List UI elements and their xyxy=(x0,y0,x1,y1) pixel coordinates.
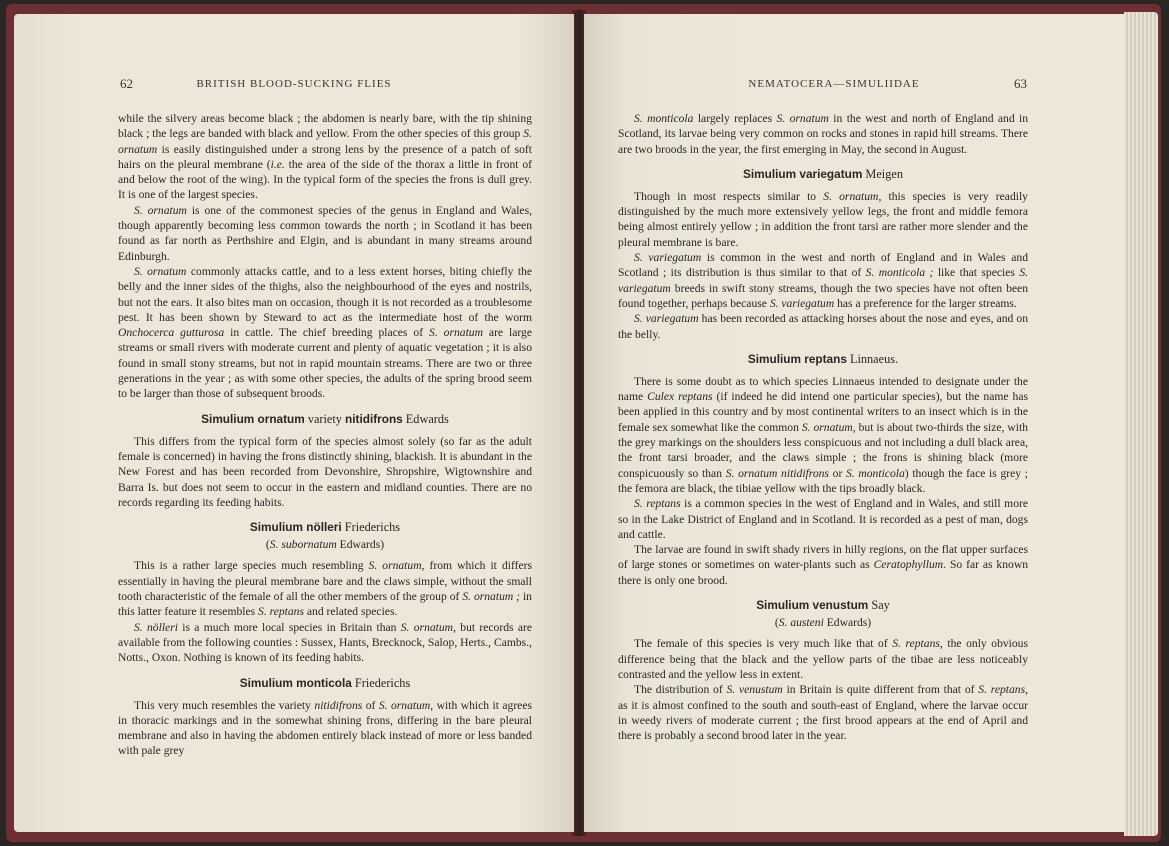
section-heading-ornatum-nitidifrons: Simulium ornatum variety nitidifrons Edwards xyxy=(201,411,449,426)
left-text-block xyxy=(118,111,532,759)
section-heading-reptans: Simulium reptans Linnaeus. xyxy=(747,351,899,366)
paragraph: The larvae are found in swift shady rivers in hilly regions, on the flat upper surfaces of large stones or sometimes on water-plants such as Ceratophyllum. So far as known there is only one brood. xyxy=(618,543,1028,587)
right-page xyxy=(584,14,1124,832)
paragraph: S. ornatum commonly attacks cattle, and to a less extent horses, biting chiefly the belly and the inner sides of the thighs, also the neighbourhood of the eyes and nostrils, but not the ears. It also bites man on occasion, though it is not recorded as a troublesome pest. It has been shown by Steward to act as the intermediate host of the worm Onchocerca gutturosa in cattle. The chief breeding places of S. ornatum are large streams or small rivers with moderate current and plenty of aquatic vegetation ; it is also found in small stony streams, but not in rapid mountain streams. There are two or three generations in the year ; as with some other species, the adults of the spring brood seem to be larger than those of subsequent broods. xyxy=(118,264,532,401)
section-heading-venustum: Simulium venustum Say xyxy=(756,598,890,613)
paragraph: S. variegatum is common in the west and north of England and in Wales and Scotland ; its distribution is thus similar to that of S. monticola ; like that species S. variegatum breeds in swift stony streams, though the two species have not often been found together, perhaps because S. variegatum has a preference for the larger streams. xyxy=(618,251,1029,310)
section-heading-monticola: Simulium monticola Friederichs xyxy=(239,675,411,690)
page-number-left: 62 xyxy=(120,76,133,91)
paragraph: This very much resembles the variety nitidifrons of S. ornatum, with which it agrees in thoracic markings and in the somewhat shining frons, differing in the bare pleural membrane and also in having the abdomen entirely black instead of more or less banded with pale grey xyxy=(118,698,532,758)
paragraph: The distribution of S. venustum in Britain is quite different from that of S. reptans, as it is almost confined to the south and south-east of England, where the larvae occur in weedy rivers of moderate current ; the first brood appears at the end of April and there is probably a second brood later in the year. xyxy=(618,683,1029,743)
synonym-line: (S. austeni Edwards) xyxy=(774,616,872,630)
section-heading-nolleri: Simulium nölleri Friederichs xyxy=(249,520,401,535)
running-head-left: BRITISH BLOOD-SUCKING FLIES xyxy=(196,78,392,90)
synonym-line: (S. subornatum Edwards) xyxy=(265,538,385,552)
paragraph: S. nölleri is a much more local species in Britain than S. ornatum, but records are available from the following counties : Sussex, Hants, Brecknock, Salop, Herts., Cambs., Notts., Oxon. Nothing is known of its feeding habits. xyxy=(118,620,532,665)
paragraph: S. variegatum has been recorded as attacking horses about the nose and eyes, and on the belly. xyxy=(618,312,1029,341)
paragraph: The female of this species is very much like that of S. reptans, the only obvious difference being that the black and the yellow parts of the tibae are less noticeably contrasted and the yellow less in extent. xyxy=(618,637,1028,681)
paragraph: Though in most respects similar to S. ornatum, this species is very readily distinguished by the much more extensively yellow legs, the front and middle femora being almost entirely yellow ; in addition the front tarsi are rather more slender and the pleural membrane is bare. xyxy=(618,189,1028,249)
right-text-block xyxy=(618,111,1028,743)
paragraph: S. reptans is a common species in the west of England and in Wales, and still more so in the Lake District of England and in Scotland. It is recorded as a pest of man, dogs and cattle. xyxy=(618,497,1029,541)
paragraph: This is a rather large species much resembling S. ornatum, from which it differs essentially in having the pleural membrane bare and the claws simple, without the small tooth characteristic of the female of all the other members of the group of S. ornatum ; in this latter feature it resembles S. reptans and related species. xyxy=(118,559,532,619)
paragraph: S. ornatum is one of the commonest species of the genus in England and Wales, though apparently becoming less common towards the north ; in Scotland it has been found as far north as Perthshire and Elgin, and is abundant in many streams around Edinburgh. xyxy=(118,203,532,263)
section-heading-variegatum: Simulium variegatum Meigen xyxy=(743,166,903,181)
paragraph: S. monticola largely replaces S. ornatum in the west and north of England and in Scotland, its larvae being very common on rocks and stones in rapid hill streams. There are two broods in the year, the first emerging in May, the second in August. xyxy=(618,112,1029,156)
paragraph: while the silvery areas become black ; the abdomen is nearly bare, with the tip shining black ; the legs are banded with black and yellow. From the other species of this group S. ornatum is easily distinguished under a strong lens by the presence of a patch of soft hairs on the pleural membrane (i.e. the area of the side of the thorax a little in front of and below the root of the wing). In the typical form of the species the frons is dull grey. It is one of the largest species. xyxy=(118,112,532,202)
running-head-right: NEMATOCERA—SIMULIIDAE xyxy=(748,78,920,90)
paragraph: This differs from the typical form of the species almost solely (so far as the adult female is concerned) in having the frons distinctly shining, blackish. It is abundant in the New Forest and has been recorded from Devonshire, Shropshire, Wigtownshire and Barra Is. but does not seem to occur in the eastern and midland counties. There are no records regarding its feeding habits. xyxy=(118,434,532,509)
left-page xyxy=(14,14,574,832)
page-number-right: 63 xyxy=(1014,76,1027,91)
paragraph: There is some doubt as to which species Linnaeus intended to designate under the name Culex reptans (if indeed he did intend one particular species), but the name has been applied in this country and by most continental writers to an insect which is in the female sex somewhat like the common S. ornatum, but is about two-thirds the size, with the grey markings on the shoulders less conspicuous and not including a dull black area, the front tarsi broader, and the claws simple ; the frons is shining black (more conspicuously so than S. ornatum nitidifrons or S. monticola) though the face is grey ; the femora are black, the tibiae yellow with the tips broadly black. xyxy=(618,374,1029,495)
page-edges xyxy=(1124,12,1158,836)
